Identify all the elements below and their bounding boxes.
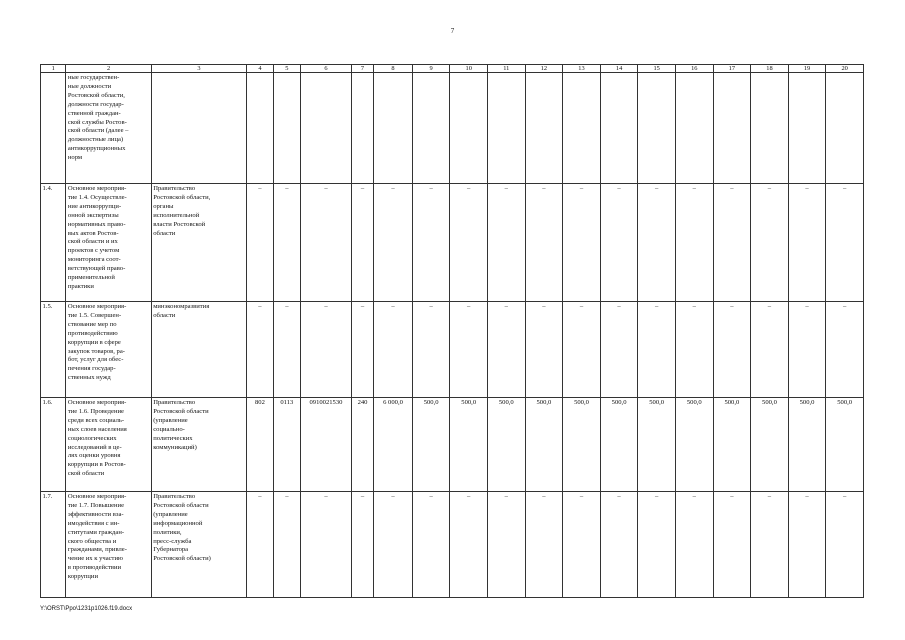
value-cell: –: [450, 492, 488, 598]
responsible-executor: Правительство Ростовской области (управление социально- политических коммуникаций): [151, 398, 247, 492]
row-number: 1.5.: [41, 302, 66, 398]
value-cell: –: [525, 184, 563, 302]
value-cell: –: [351, 302, 373, 398]
row-number: [41, 73, 66, 184]
value-cell: –: [301, 492, 352, 598]
value-cell: 500,0: [826, 398, 864, 492]
value-cell: –: [675, 492, 713, 598]
value-cell: –: [273, 184, 300, 302]
value-cell: –: [600, 184, 638, 302]
column-number-6: 6: [301, 65, 352, 73]
value-cell: –: [488, 492, 526, 598]
column-number-1: 1: [41, 65, 66, 73]
responsible-executor: Правительство Ростовской области (управление информационной политики, пресс-служба Губернатора Ростовской области): [151, 492, 247, 598]
file-path-footer: Y:\ORST\Ppo\1231p1026.f19.docx: [40, 606, 133, 612]
column-number-18: 18: [751, 65, 789, 73]
column-number-13: 13: [563, 65, 601, 73]
column-number-16: 16: [675, 65, 713, 73]
value-cell: –: [751, 302, 789, 398]
value-cell: –: [675, 184, 713, 302]
value-cell: [600, 73, 638, 184]
column-number-19: 19: [788, 65, 826, 73]
value-cell: –: [600, 492, 638, 598]
responsible-executor: [151, 73, 247, 184]
column-number-17: 17: [713, 65, 751, 73]
value-cell: –: [351, 184, 373, 302]
column-number-20: 20: [826, 65, 864, 73]
value-cell: –: [675, 302, 713, 398]
value-cell: –: [374, 492, 413, 598]
value-cell: –: [788, 492, 826, 598]
value-cell: 500,0: [412, 398, 450, 492]
column-number-15: 15: [638, 65, 676, 73]
value-cell: –: [374, 184, 413, 302]
column-number-3: 3: [151, 65, 247, 73]
column-number-2: 2: [66, 65, 151, 73]
value-cell: –: [247, 184, 273, 302]
value-cell: –: [273, 302, 300, 398]
table-row: [41, 492, 864, 598]
value-cell: 0910021530: [301, 398, 352, 492]
value-cell: –: [638, 184, 676, 302]
value-cell: [788, 73, 826, 184]
activity-name: Основное мероприя- тие 1.4. Осуществле- ние антикоррупци- онной экспертизы нормативных право- вых актов Ростов- ской области и их проектов с учетом мониторинга соот- ветствующей право- применительной практики: [66, 184, 151, 302]
value-cell: [563, 73, 601, 184]
column-number-10: 10: [450, 65, 488, 73]
header-row: [41, 65, 864, 73]
value-cell: 500,0: [675, 398, 713, 492]
value-cell: –: [788, 184, 826, 302]
value-cell: [638, 73, 676, 184]
responsible-executor: Правительство Ростовской области, органы исполнительной власти Ростовской области: [151, 184, 247, 302]
value-cell: –: [273, 492, 300, 598]
value-cell: –: [751, 184, 789, 302]
column-number-12: 12: [525, 65, 563, 73]
value-cell: 0113: [273, 398, 300, 492]
value-cell: [273, 73, 300, 184]
value-cell: [713, 73, 751, 184]
row-number: 1.4.: [41, 184, 66, 302]
value-cell: –: [638, 302, 676, 398]
table-row: [41, 184, 864, 302]
column-number-8: 8: [374, 65, 413, 73]
value-cell: –: [826, 302, 864, 398]
value-cell: –: [563, 492, 601, 598]
value-cell: [826, 73, 864, 184]
column-number-14: 14: [600, 65, 638, 73]
table-body: [41, 65, 864, 598]
column-number-11: 11: [488, 65, 526, 73]
value-cell: [412, 73, 450, 184]
row-number: 1.7.: [41, 492, 66, 598]
value-cell: 500,0: [638, 398, 676, 492]
value-cell: –: [563, 184, 601, 302]
value-cell: [751, 73, 789, 184]
value-cell: –: [412, 302, 450, 398]
value-cell: 802: [247, 398, 273, 492]
value-cell: –: [638, 492, 676, 598]
value-cell: [488, 73, 526, 184]
value-cell: 240: [351, 398, 373, 492]
program-table: [40, 64, 864, 598]
column-number-5: 5: [273, 65, 300, 73]
value-cell: 500,0: [713, 398, 751, 492]
column-number-4: 4: [247, 65, 273, 73]
value-cell: 500,0: [600, 398, 638, 492]
value-cell: –: [301, 302, 352, 398]
value-cell: –: [247, 492, 273, 598]
value-cell: –: [351, 492, 373, 598]
value-cell: –: [788, 302, 826, 398]
value-cell: 500,0: [563, 398, 601, 492]
value-cell: –: [525, 302, 563, 398]
value-cell: –: [247, 302, 273, 398]
table-row: [41, 302, 864, 398]
page-number: 7: [450, 27, 455, 35]
value-cell: [301, 73, 352, 184]
value-cell: 500,0: [450, 398, 488, 492]
column-number-7: 7: [351, 65, 373, 73]
value-cell: –: [450, 184, 488, 302]
activity-name: Основное мероприя- тие 1.7. Повышение эффективности вза- имодействия с ин- ститутами граждан- ского общества и гражданами, привле- чение их к участию в противодействии коррупции: [66, 492, 151, 598]
value-cell: –: [301, 184, 352, 302]
value-cell: –: [450, 302, 488, 398]
value-cell: 500,0: [525, 398, 563, 492]
value-cell: [374, 73, 413, 184]
value-cell: –: [412, 184, 450, 302]
value-cell: [675, 73, 713, 184]
value-cell: –: [374, 302, 413, 398]
value-cell: 6 000,0: [374, 398, 413, 492]
value-cell: –: [563, 302, 601, 398]
value-cell: –: [713, 302, 751, 398]
value-cell: –: [600, 302, 638, 398]
row-number: 1.6.: [41, 398, 66, 492]
activity-name: ные государствен- ные должности Ростовской области, должности государ- ственной граждан- ской службы Ростов- ской области (далее – должностные лица) антикоррупционных норм: [66, 73, 151, 184]
value-cell: 500,0: [488, 398, 526, 492]
value-cell: –: [826, 184, 864, 302]
value-cell: –: [525, 492, 563, 598]
activity-name: Основное мероприя- тие 1.6. Проведение среди всех социаль- ных слоев населения социологических исследований в це- лях оценки уровня коррупции в Ростов- ской области: [66, 398, 151, 492]
value-cell: –: [713, 184, 751, 302]
table-row: [41, 73, 864, 184]
value-cell: –: [826, 492, 864, 598]
value-cell: –: [488, 184, 526, 302]
table-row: [41, 398, 864, 492]
value-cell: –: [488, 302, 526, 398]
value-cell: [450, 73, 488, 184]
value-cell: 500,0: [788, 398, 826, 492]
value-cell: –: [412, 492, 450, 598]
responsible-executor: минэкономразвития области: [151, 302, 247, 398]
value-cell: –: [751, 492, 789, 598]
value-cell: [247, 73, 273, 184]
value-cell: [351, 73, 373, 184]
column-number-9: 9: [412, 65, 450, 73]
activity-name: Основное мероприя- тие 1.5. Совершен- ствование мер по противодействию коррупции в сфере закупок товаров, ра- бот, услуг для обес- печения государ- ственных нужд: [66, 302, 151, 398]
value-cell: –: [713, 492, 751, 598]
value-cell: [525, 73, 563, 184]
value-cell: 500,0: [751, 398, 789, 492]
